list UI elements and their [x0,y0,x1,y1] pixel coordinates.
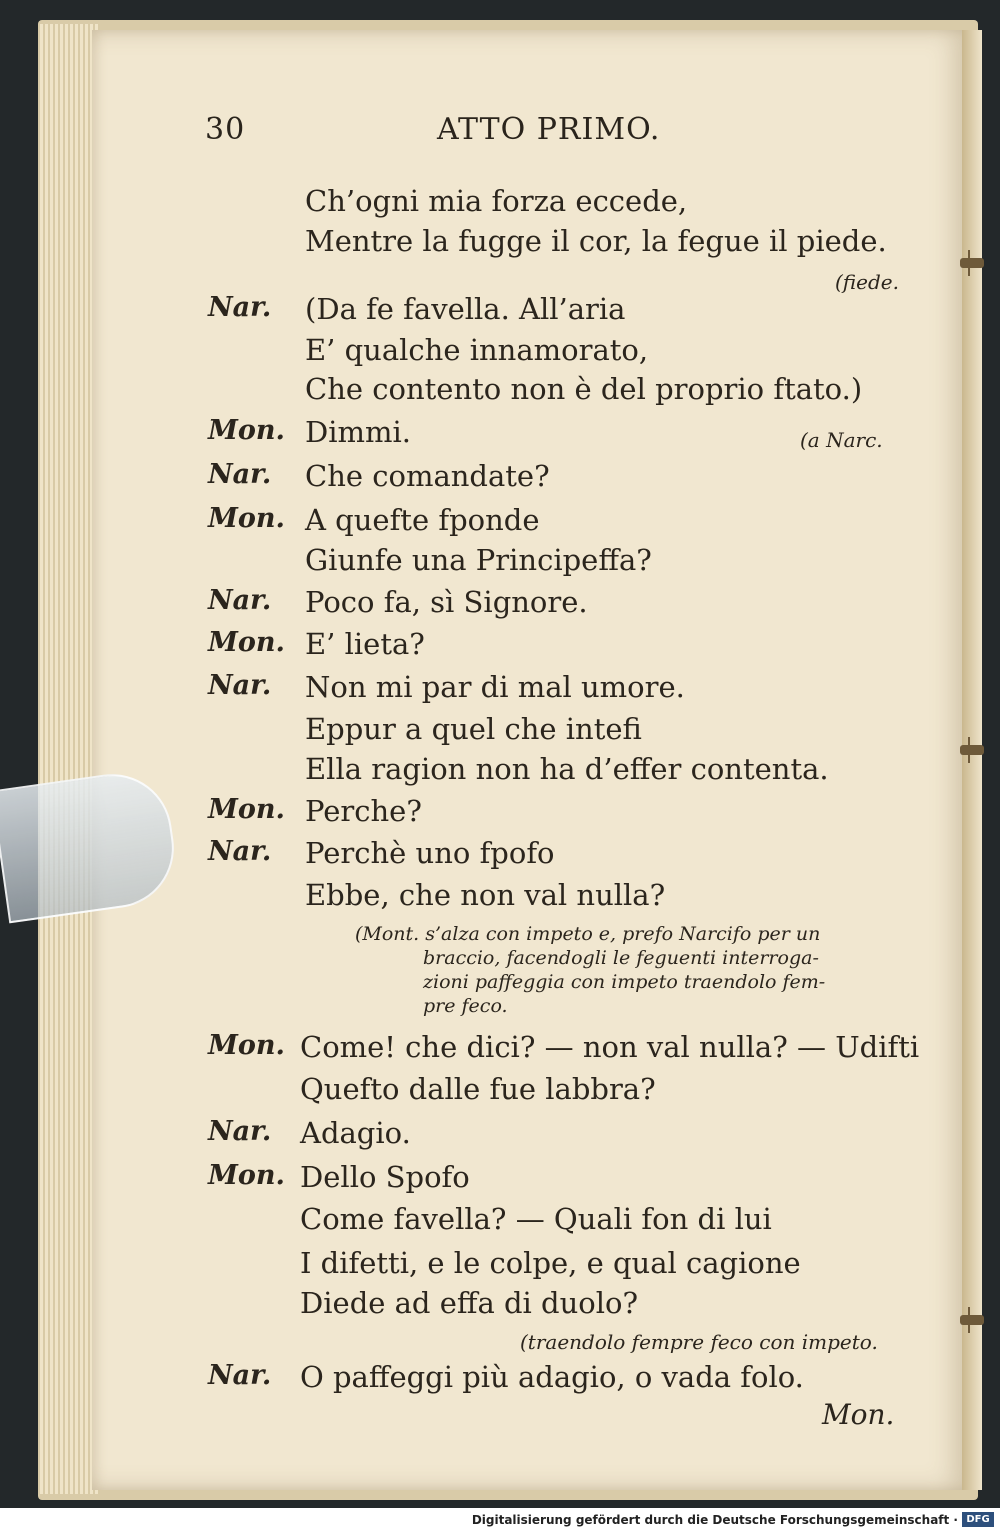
line-text: Diede ad effa di duolo? [300,1286,639,1320]
page-number: 30 [205,112,246,147]
line-text: Perche? [305,794,422,828]
line-text: Ella ragion non ha d’effer contenta. [305,752,829,786]
stage-direction-block [355,922,905,1018]
verse-line [0,752,1000,792]
speaker-label: Nar. [208,459,272,490]
line-text: Perchè uno fpofo [305,836,555,870]
line-text: (Da fe favella. All’aria [305,292,626,326]
line-text: Non mi par di mal umore. [305,670,685,704]
verse-line [0,1202,1000,1242]
speaker-label: Mon. [208,1030,285,1061]
line-text: Che contento non è del proprio ftato.) [305,372,863,406]
speaker-label: Mon. [208,415,285,446]
verse-line [0,1286,1000,1326]
line-text: Adagio. [300,1116,411,1150]
line-text: Dimmi. [305,415,412,449]
speaker-label: Nar. [208,1360,272,1391]
line-text: O paffeggi più adagio, o vada folo. [300,1360,804,1394]
stage-direction: (fiede. [835,270,899,294]
speaker-label: Mon. [208,503,285,534]
line-text: Quefto dalle fue labbra? [300,1072,656,1106]
verse-line [0,372,1000,412]
line-text: Eppur a quel che intefi [305,712,642,746]
verse-line [0,224,1000,264]
line-text: Come! che dici? — non val nulla? — Udifti [300,1030,920,1064]
verse-line [0,184,1000,224]
speaker-label: Nar. [208,1116,272,1147]
stage-direction: (a Narc. [800,428,883,452]
verse-line [0,503,1000,543]
line-text: Poco fa, sì Signore. [305,585,588,619]
verse-line [0,1360,1000,1400]
line-text: I difetti, e le colpe, e qual cagione [300,1246,801,1280]
line-text: Giunfe una Principeffa? [305,543,652,577]
verse-line [0,1030,1000,1070]
running-head-title: ATTO PRIMO. [437,112,661,147]
stage-direction-line: pre feco. [423,995,508,1017]
verse-line [0,627,1000,667]
verse-line [0,1246,1000,1286]
speaker-label: Nar. [208,292,272,323]
verse-line [0,585,1000,625]
line-text: Dello Spofo [300,1160,470,1194]
speaker-label: Mon. [208,627,285,658]
verse-line [0,292,1000,332]
footer-bar [0,1508,1000,1533]
verse-line [0,1072,1000,1112]
line-text: Ch’ogni mia forza eccede, [305,184,688,218]
line-text: E’ lieta? [305,627,425,661]
line-text: Che comandate? [305,459,550,493]
line-text: Ebbe, che non val nulla? [305,878,666,912]
verse-line [0,670,1000,710]
stage-direction-line: zioni paffeggia con impeto traendolo fem- [423,971,826,993]
verse-line [0,333,1000,373]
speaker-label: Nar. [208,836,272,867]
stage-direction: (traendolo fempre feco con impeto. [520,1330,878,1354]
verse-line [0,1116,1000,1156]
stage-direction-line: (Mont. s’alza con impeto e, prefo Narcifo per un [355,923,821,945]
funding-credit: Digitalisierung gefördert durch die Deutsche Forschungsgemeinschaft · [471,1513,958,1527]
speaker-label: Nar. [208,585,272,616]
line-text: Come favella? — Quali fon di lui [300,1202,772,1236]
catchword: Mon. [822,1398,895,1431]
verse-line [0,1160,1000,1200]
stage-direction-line: braccio, facendogli le feguenti interroga- [423,947,819,969]
verse-line [0,712,1000,752]
speaker-label: Nar. [208,670,272,701]
speaker-label: Mon. [208,794,285,825]
verse-line [0,543,1000,583]
line-text: A quefte fponde [305,503,540,537]
line-text: Mentre la fugge il cor, la fegue il piede. [305,224,887,258]
speaker-label: Mon. [208,1160,285,1191]
dfg-logo: DFG [962,1512,994,1527]
line-text: E’ qualche innamorato, [305,333,649,367]
verse-line [0,459,1000,499]
